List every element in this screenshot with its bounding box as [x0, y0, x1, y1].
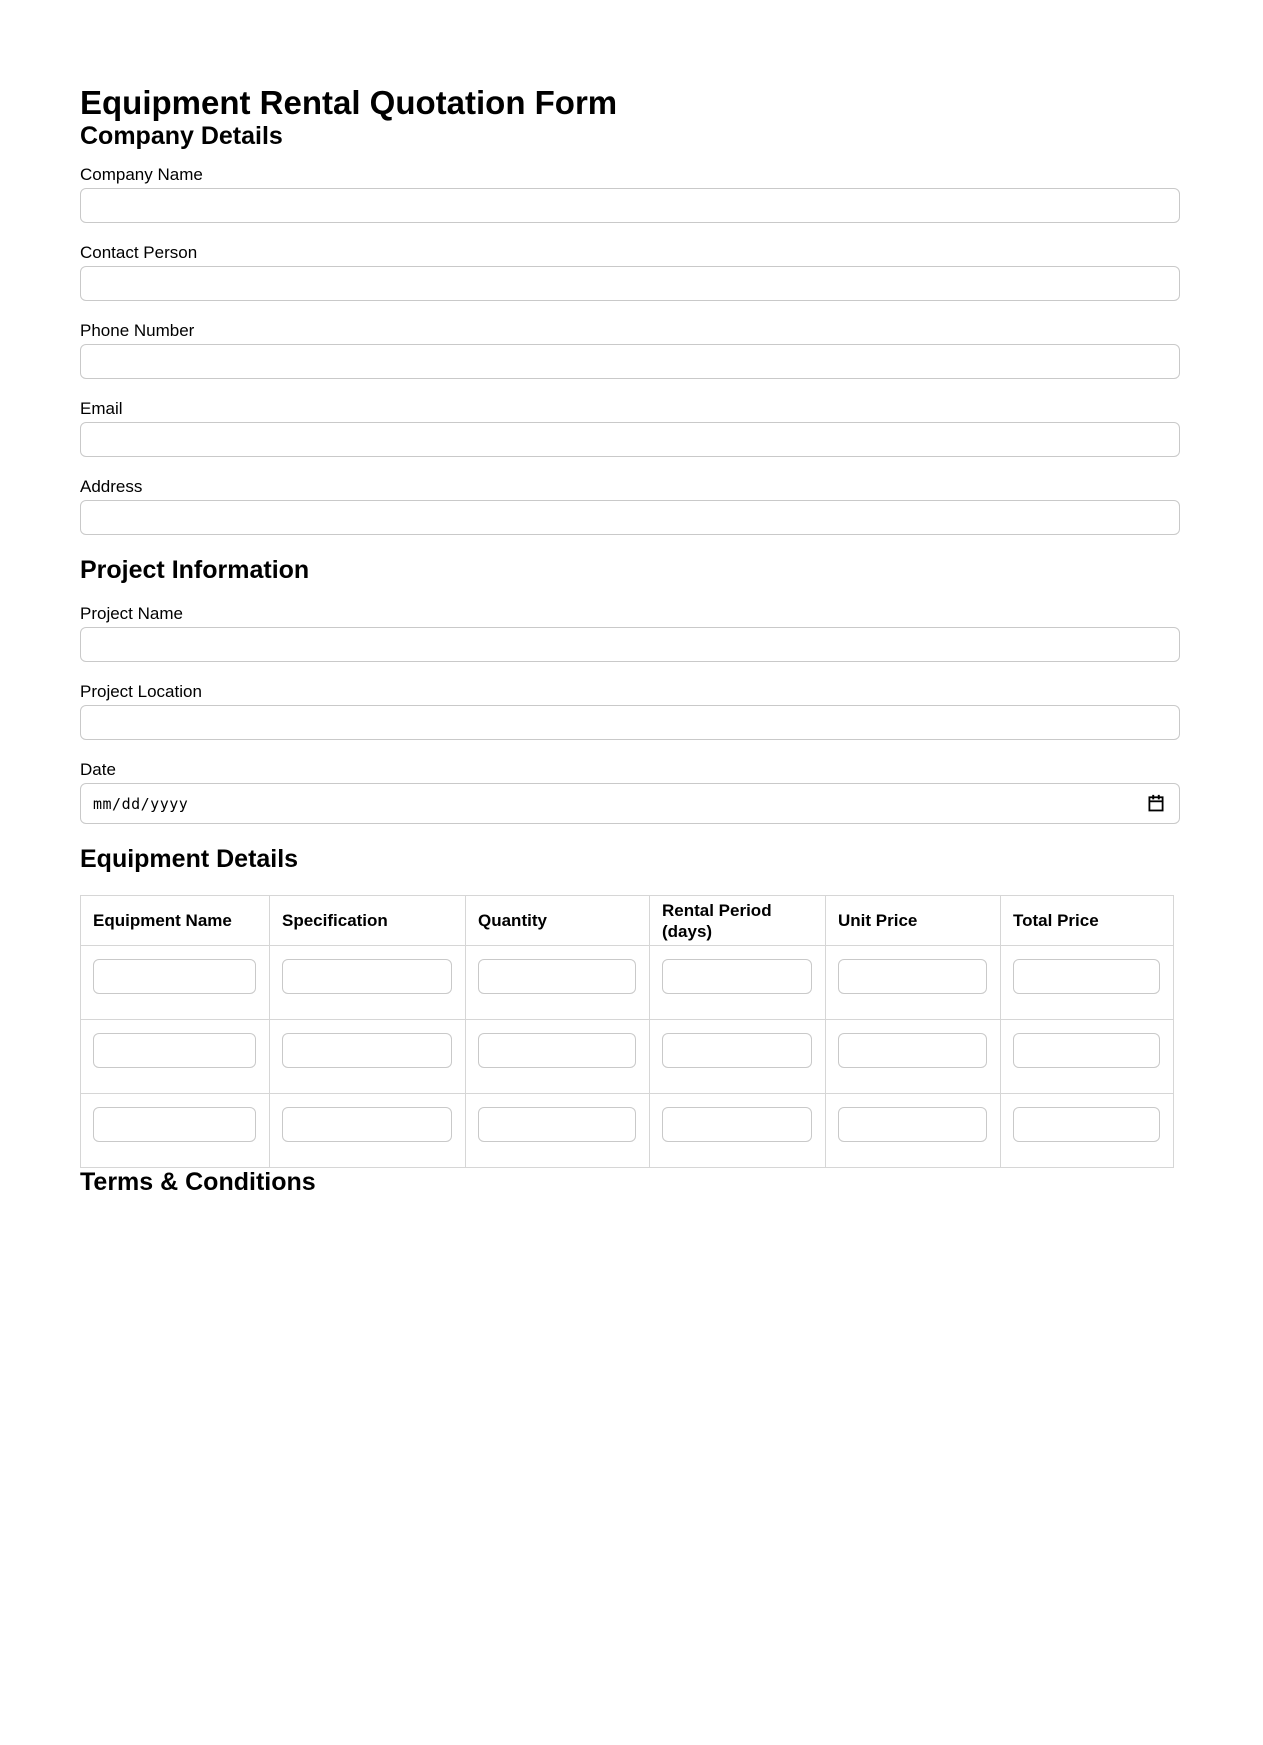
specification-input-row1[interactable] — [282, 959, 452, 994]
address-label: Address — [80, 477, 143, 496]
field-phone-number — [80, 322, 1180, 379]
quantity-input-row1[interactable] — [478, 959, 636, 994]
field-project-name — [80, 605, 1180, 662]
rental-period-input-row2[interactable] — [662, 1033, 812, 1068]
calendar-icon[interactable] — [1147, 794, 1165, 813]
field-company-name — [80, 166, 1180, 223]
equipment-table-row-3 — [81, 1094, 1174, 1168]
section-heading-company-details: Company Details — [80, 122, 283, 150]
column-header-equipment-name: Equipment Name — [81, 896, 270, 946]
specification-input-row2[interactable] — [282, 1033, 452, 1068]
date-input[interactable] — [80, 783, 1180, 824]
rental-period-input-row3[interactable] — [662, 1107, 812, 1142]
equipment-name-input-row2[interactable] — [93, 1033, 256, 1068]
equipment-table-row-1 — [81, 946, 1174, 1020]
contact-person-input[interactable] — [80, 266, 1180, 301]
email-label: Email — [80, 399, 123, 418]
column-header-quantity: Quantity — [466, 896, 650, 946]
contact-person-label: Contact Person — [80, 243, 198, 262]
equipment-table — [80, 895, 1174, 1168]
column-header-specification: Specification — [270, 896, 466, 946]
total-price-input-row3[interactable] — [1013, 1107, 1160, 1142]
field-contact-person — [80, 244, 1180, 301]
phone-number-input[interactable] — [80, 344, 1180, 379]
quantity-input-row2[interactable] — [478, 1033, 636, 1068]
equipment-table-row-2 — [81, 1020, 1174, 1094]
quantity-input-row3[interactable] — [478, 1107, 636, 1142]
equipment-name-input-row3[interactable] — [93, 1107, 256, 1142]
company-details-fields — [80, 166, 1180, 535]
company-name-label: Company Name — [80, 165, 203, 184]
date-placeholder-text: mm/dd/yyyy — [93, 794, 189, 813]
unit-price-input-row3[interactable] — [838, 1107, 987, 1142]
field-date — [80, 761, 1180, 824]
section-heading-terms-conditions: Terms & Conditions — [80, 1168, 316, 1196]
phone-number-label: Phone Number — [80, 321, 195, 340]
quotation-form-page — [80, 84, 1180, 1557]
specification-input-row3[interactable] — [282, 1107, 452, 1142]
unit-price-input-row2[interactable] — [838, 1033, 987, 1068]
date-label: Date — [80, 760, 116, 779]
project-information-fields — [80, 605, 1180, 824]
total-price-input-row2[interactable] — [1013, 1033, 1160, 1068]
equipment-table-header-row — [81, 896, 1174, 946]
total-price-input-row1[interactable] — [1013, 959, 1160, 994]
rental-period-input-row1[interactable] — [662, 959, 812, 994]
project-name-label: Project Name — [80, 604, 183, 623]
company-name-input[interactable] — [80, 188, 1180, 223]
section-heading-equipment-details: Equipment Details — [80, 845, 299, 873]
column-header-rental-period: Rental Period (days) — [650, 896, 826, 946]
project-location-label: Project Location — [80, 682, 202, 701]
address-input[interactable] — [80, 500, 1180, 535]
field-email — [80, 400, 1180, 457]
project-name-input[interactable] — [80, 627, 1180, 662]
equipment-name-input-row1[interactable] — [93, 959, 256, 994]
field-address — [80, 478, 1180, 535]
unit-price-input-row1[interactable] — [838, 959, 987, 994]
field-project-location — [80, 683, 1180, 740]
project-location-input[interactable] — [80, 705, 1180, 740]
section-heading-project-information: Project Information — [80, 556, 310, 584]
column-header-total-price: Total Price — [1001, 896, 1174, 946]
email-input[interactable] — [80, 422, 1180, 457]
column-header-unit-price: Unit Price — [826, 896, 1001, 946]
page-title: Equipment Rental Quotation Form — [80, 84, 618, 121]
